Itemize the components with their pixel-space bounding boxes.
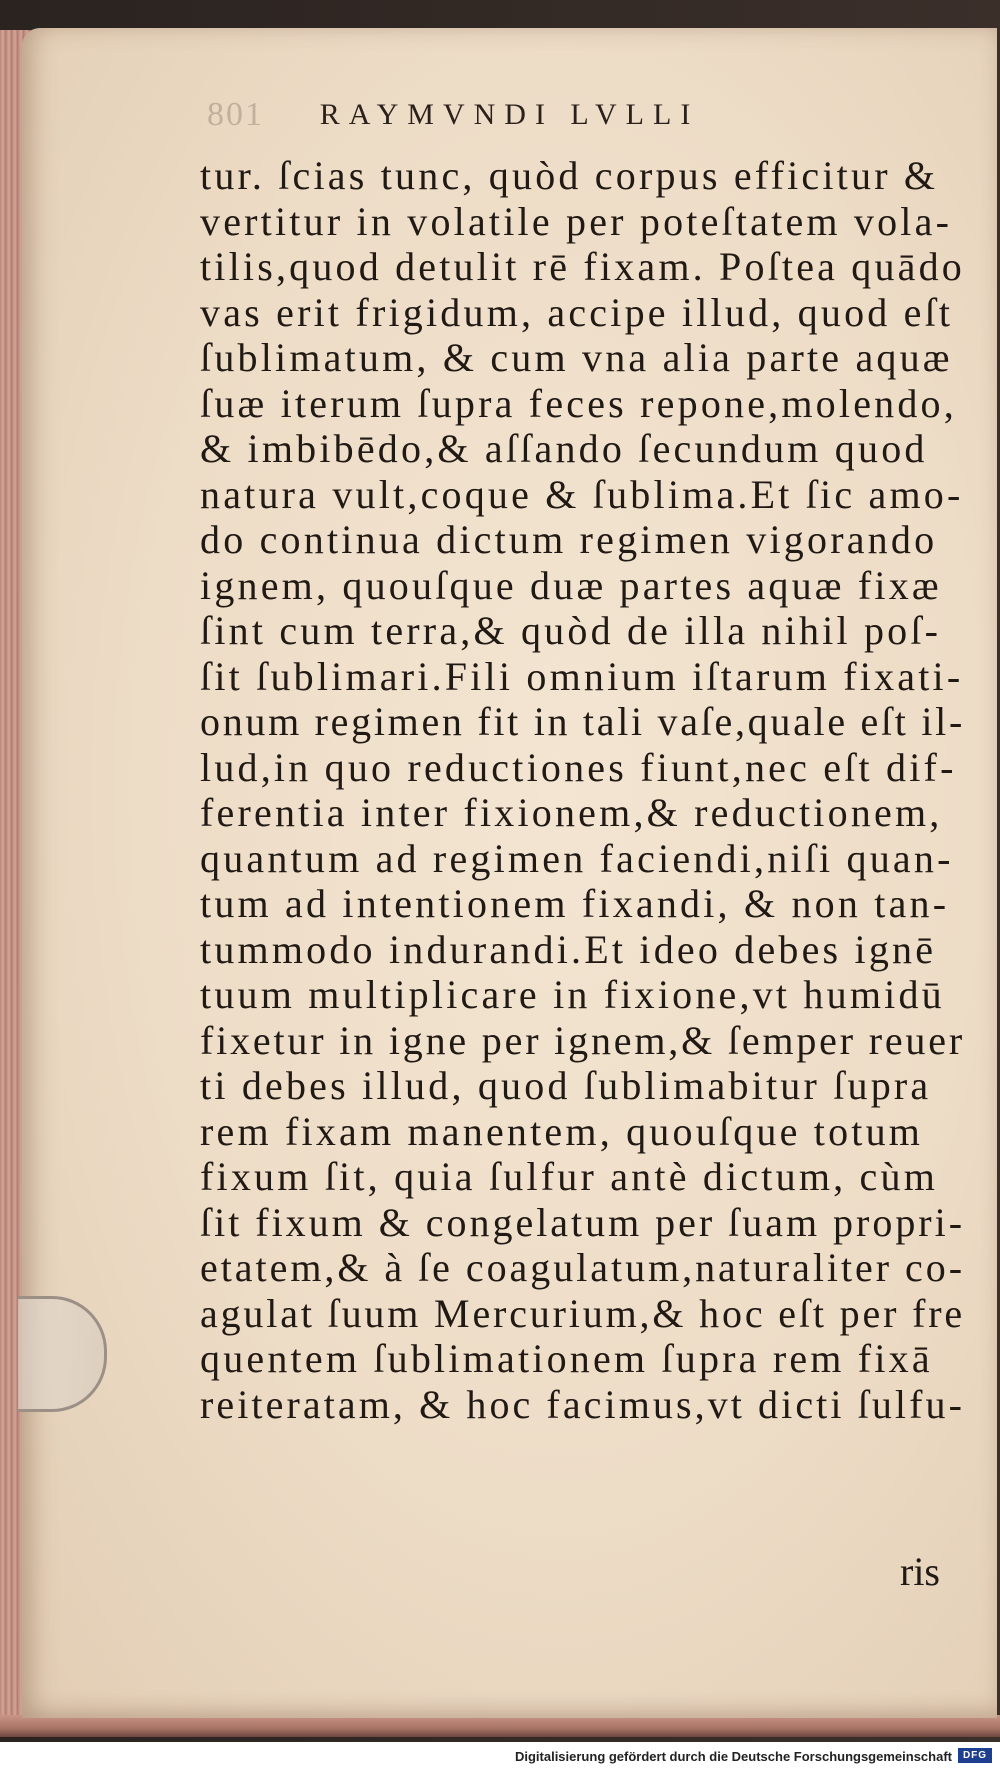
page-clip [18, 1296, 107, 1412]
text-line: quentem ſublimationem ſupra rem fixā [200, 1336, 933, 1381]
page-edges-bottom [0, 1715, 1000, 1737]
text-line: tur. ſcias tunc, quòd corpus efficitur & [200, 153, 939, 198]
text-line: do continua dictum regimen vigorando [200, 517, 938, 562]
text-line: tum ad intentionem fixandi, & non tan- [200, 881, 950, 926]
page-paper [22, 28, 997, 1718]
text-line: ignem, quouſque duæ partes aquæ fixæ [200, 562, 942, 608]
text-line: fixetur in igne per ignem,& ſemper reuer [200, 1017, 965, 1063]
text-line: vertitur in volatile per poteſtatem vola- [200, 198, 953, 244]
text-line: natura vult,coque & ſublima.Et ſic amo- [200, 471, 964, 517]
text-line: ſuæ iterum ſupra feces repone,molendo, [200, 380, 957, 426]
catchword: ris [900, 1549, 940, 1594]
dfg-logo: DFG [958, 1748, 992, 1763]
text-line: ſit fixum & congelatum per ſuam propri- [200, 1199, 965, 1245]
text-line: quantum ad regimen faciendi,niſi quan- [200, 835, 954, 881]
text-line: agulat ſuum Mercurium,& hoc eſt per fre [200, 1290, 965, 1336]
bleed-through-page-number: 801 [207, 96, 264, 133]
text-line: & imbibēdo,& aſſando ſecundum quod [200, 426, 928, 471]
text-line: fixum ſit, quia ſulfur antè dictum, cùm [200, 1154, 939, 1199]
funding-credit: Digitalisierung gefördert durch die Deutsche Forschungsgemeinschaft [514, 1749, 952, 1764]
text-line: onum regimen fit in tali vaſe,quale eſt il- [200, 699, 965, 744]
text-line: reiteratam, & hoc facimus,vt dicti ſulfu- [200, 1381, 965, 1427]
text-line: tuum multiplicare in fixione,vt humidū [200, 972, 945, 1017]
text-line: ſublimatum, & cum vna alia parte aquæ [200, 335, 953, 380]
text-line: ſint cum terra,& quòd de illa nihil poſ- [200, 608, 942, 653]
text-line: rem fixam manentem, quouſque totum [200, 1108, 924, 1154]
text-line: vas erit frigidum, accipe illud, quod eſt [200, 289, 954, 335]
body-text [200, 153, 980, 1427]
text-line: ſit ſublimari.Fili omnium iſtarum fixati- [200, 653, 964, 699]
text-line: tummodo indurandi.Et ideo debes ignē [200, 926, 937, 972]
running-head-text: RAYMVNDI LVLLI [319, 98, 700, 131]
text-line: ferentia inter fixionem,& reductionem, [200, 790, 943, 835]
text-line: ti debes illud, quod ſublimabitur ſupra [200, 1063, 932, 1108]
text-line: tilis,quod detulit rē fixam. Poſtea quādo [200, 244, 965, 289]
digitization-footer [0, 1742, 1000, 1770]
text-line: lud,in quo reductiones fiunt,nec eſt dif- [200, 744, 957, 790]
running-head [22, 98, 997, 132]
text-line: etatem,& à ſe coagulatum,naturaliter co- [200, 1245, 965, 1290]
